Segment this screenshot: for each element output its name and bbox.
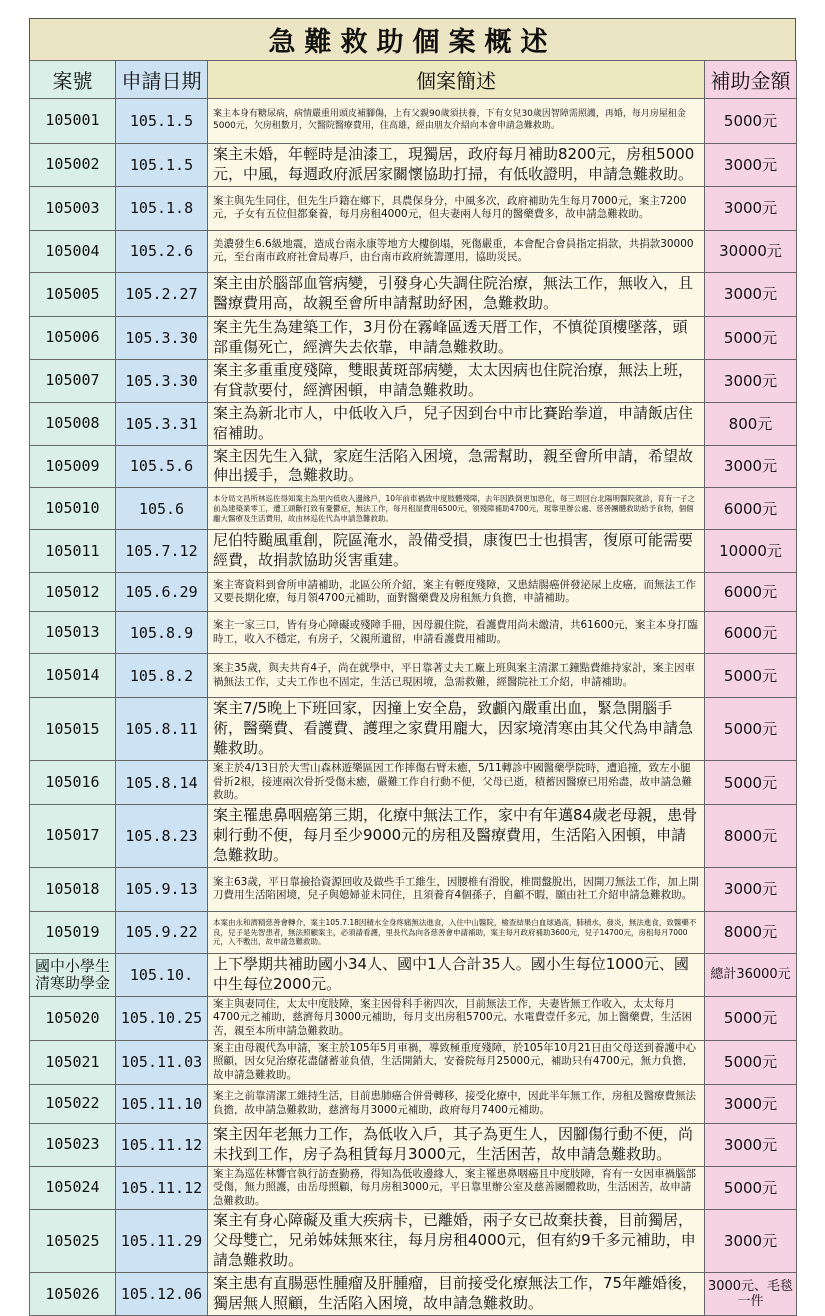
table-row: [30, 1166, 797, 1210]
application-date: 105.11.12: [116, 1166, 208, 1210]
case-number: 105005: [30, 272, 116, 316]
table-row: [30, 761, 797, 805]
case-summary: 案主未婚，年輕時是油漆工，現獨居，政府每月補助8200元，房租5000元，中風，每週政府派居家關懷協助打掃，有低收證明，申請急難救助。: [208, 144, 705, 187]
table-row: [30, 1040, 797, 1084]
case-summary: 案主由於腦部血管病變，引發身心失調住院治療，無法工作，無收入，且醫療費用高，故親至會所申請幫助紓困，急難救助。: [208, 272, 705, 316]
table-row: [30, 1084, 797, 1123]
grant-amount: 5000元: [705, 698, 797, 761]
table-row: [30, 996, 797, 1040]
grant-amount: 8000元: [705, 911, 797, 953]
case-summary: 案主與妻同住，太太中度肢障，案主因骨科手術四次，目前無法工作，夫妻皆無工作收入，太太每月4700元之補助，慈濟每月3000元補助，每月支出房租5700元、水電費壹仟多元，加上醫藥費，生活困苦，親至本所申請急難救助。: [208, 996, 705, 1040]
table-row: [30, 953, 797, 996]
application-date: 105.12.06: [116, 1273, 208, 1316]
case-number: 105019: [30, 911, 116, 953]
case-summary: 美濃發生6.6級地震，造成台南永康等地方大樓倒塌，死傷嚴重，本會配合會員指定捐款，共捐款30000元，至台南市政府社會局專戶，由台南市政府統籌運用，協助災民。: [208, 230, 705, 272]
case-summary: 本分局文昌所林巡佐得知案主為里內低收入邊緣戶，10年前車禍致中度肢體殘障，去年因跌倒更加惡化，每三周回台北陽明醫院就診，育有一子之前為建築業零工，遭工頭斷打致有憂鬱症，無法工作，每月租屋費用6500元，領殘障補助4700元，現靠里辦公處、慈善團體救助給予食物，個個龐大醫療及生活費用，故由林巡佐代為申請急難救助。: [208, 488, 705, 530]
grant-amount: 5000元: [705, 654, 797, 698]
case-number: 105001: [30, 99, 116, 144]
case-number: 105016: [30, 761, 116, 805]
case-summary: 上下學期共補助國小34人、國中1人合計35人。國小生每位1000元、國中生每位2000元。: [208, 953, 705, 996]
case-number: 105007: [30, 359, 116, 402]
case-number: 105011: [30, 530, 116, 573]
table-row: [30, 530, 797, 573]
header-amount: 補助金額: [705, 61, 797, 99]
grant-amount: 3000元、毛毯一件: [705, 1273, 797, 1316]
grant-amount: 3000元: [705, 272, 797, 316]
table-row: [30, 654, 797, 698]
case-number: 105025: [30, 1210, 116, 1273]
case-rows: [30, 99, 797, 1316]
header-date: 申請日期: [116, 61, 208, 99]
application-date: 105.11.29: [116, 1210, 208, 1273]
application-date: 105.11.12: [116, 1123, 208, 1166]
page-title: 急難救助個案概述: [29, 18, 796, 60]
application-date: 105.3.30: [116, 316, 208, 359]
case-summary: 尼伯特颱風重創，院區淹水，設備受損，康復巴士也損害，復原可能需要經費，故捐款協助災害重建。: [208, 530, 705, 573]
grant-amount: 8000元: [705, 805, 797, 868]
application-date: 105.8.23: [116, 805, 208, 868]
case-number: 105008: [30, 402, 116, 445]
table-row: [30, 1210, 797, 1273]
application-date: 105.8.14: [116, 761, 208, 805]
case-number: 105022: [30, 1084, 116, 1123]
grant-amount: 6000元: [705, 612, 797, 654]
application-date: 105.1.5: [116, 99, 208, 144]
case-summary: 案主先生為建築工作，3月份在霧峰區透天厝工作，不慎從頂樓墜落，頭部重傷死亡，經濟失去依靠，申請急難救助。: [208, 316, 705, 359]
case-number: 105003: [30, 186, 116, 230]
case-summary: 案主與先生同住，但先生戶籍在鄉下，具農保身分，中風多次，政府補助先生每月7000元，案主7200元，子女有五位但都棄養，每月房租4000元，但夫妻兩人每月的醫藥費多，故申請急難救助。: [208, 186, 705, 230]
grant-amount: 30000元: [705, 230, 797, 272]
case-number: 105013: [30, 612, 116, 654]
grant-amount: 800元: [705, 402, 797, 445]
application-date: 105.9.13: [116, 867, 208, 911]
case-summary: 案主罹患鼻咽癌第三期，化療中無法工作，家中有年邁84歲老母親，患骨刺行動不便，每月至少9000元的房租及醫療費用，生活陷入困頓，申請急難救助。: [208, 805, 705, 868]
application-date: 105.8.9: [116, 612, 208, 654]
case-number: 105004: [30, 230, 116, 272]
case-table: [29, 60, 797, 1316]
table-row: [30, 272, 797, 316]
header-case-no: 案號: [30, 61, 116, 99]
case-summary: 案主63歲，平日靠撿拾資源回收及做些手工維生，因腰椎有滑脫，椎間盤脫出，因開刀無法工作，加上開刀費用生活陷困境，兒子與媳婦並未同住，且須養育4個孫子，自顧不暇，願由社工介紹申請急難救助。: [208, 867, 705, 911]
case-number: 105024: [30, 1166, 116, 1210]
grant-amount: 3000元: [705, 1084, 797, 1123]
grant-amount: 5000元: [705, 761, 797, 805]
table-row: [30, 573, 797, 612]
grant-amount: 3000元: [705, 359, 797, 402]
application-date: 105.8.2: [116, 654, 208, 698]
application-date: 105.3.31: [116, 402, 208, 445]
grant-amount: 3000元: [705, 186, 797, 230]
table-row: [30, 186, 797, 230]
case-summary: 案主患有直腸惡性腫瘤及肝腫瘤，目前接受化療無法工作，75年離婚後，獨居無人照顧，生活陷入困境，故申請急難救助。: [208, 1273, 705, 1316]
grant-amount: 5000元: [705, 1040, 797, 1084]
case-summary: 案主由母親代為申請，案主於105年5月車禍，導致極重度殘障，於105年10月21日由父母送到養護中心照顧，因女兒治療花盡儲蓄並負債，生活開銷大，安養院每月25000元，補助只有4700元，無力負擔，故申請急難救助。: [208, 1040, 705, 1084]
application-date: 105.2.6: [116, 230, 208, 272]
case-number: 105020: [30, 996, 116, 1040]
grant-amount: 3000元: [705, 445, 797, 488]
case-number: 105021: [30, 1040, 116, 1084]
table-row: [30, 805, 797, 868]
application-date: 105.1.8: [116, 186, 208, 230]
grant-amount: 5000元: [705, 316, 797, 359]
grant-amount: 總計36000元: [705, 953, 797, 996]
grant-amount: 5000元: [705, 1166, 797, 1210]
case-summary: 案主之前靠清潔工維持生活，目前患肺癌合併骨轉移，接受化療中，因此半年無工作，房租及醫療費無法負擔，故申請急難救助，慈濟每月3000元補助，政府每月7400元補助。: [208, 1084, 705, 1123]
case-summary: 案主一家三口，皆有身心障礙或殘障手冊，因母親住院，看護費用尚未繳清，共61600元，案主本身打臨時工，收入不穩定，有房子，父親所遺留，申請看護費用補助。: [208, 612, 705, 654]
grant-amount: 5000元: [705, 99, 797, 144]
case-number: 105014: [30, 654, 116, 698]
case-summary: 案主本身有糖尿病，病情嚴重用頭皮補腳傷，上有父親90歲須扶養，下有女兒30歲因智障需照護，再婚，每月房屋租金5000元，欠房租數月，欠醫院醫療費用，住高雄，經由朋友介紹向本會申請急難救助。: [208, 99, 705, 144]
case-number: 105015: [30, 698, 116, 761]
table-row: [30, 1123, 797, 1166]
case-summary: 案主有身心障礙及重大疾病卡，已離婚，兩子女已故棄扶養，目前獨居，父母雙亡，兄弟姊妹無來往，每月房租4000元，但有約9千多元補助，申請急難救助。: [208, 1210, 705, 1273]
table-row: [30, 488, 797, 530]
table-row: [30, 911, 797, 953]
grant-amount: 3000元: [705, 867, 797, 911]
table-row: [30, 230, 797, 272]
case-number: 105026: [30, 1273, 116, 1316]
case-summary: 案主35歲，與夫共育4子，尚在就學中，平日靠著丈夫工廠上班與案主清潔工鐘點費維持家計，案主因車禍無法工作，丈夫工作也不固定，生活已現困境，急需救難，經醫院社工介紹，申請補助。: [208, 654, 705, 698]
table-row: [30, 1273, 797, 1316]
case-number: 105009: [30, 445, 116, 488]
grant-amount: 5000元: [705, 996, 797, 1040]
table-row: [30, 99, 797, 144]
case-number: 105018: [30, 867, 116, 911]
application-date: 105.6.29: [116, 573, 208, 612]
case-summary: 案主於4/13日於大雪山森林遊樂區因工作摔傷右臂未癒，5/11轉診中國醫藥學院時，遭追撞，致左小腿骨折2根，接連兩次骨折受傷未癒，嚴難工作自行動不便，父母已逝，積蓄因醫療已用殆盡，故申請急難救助。: [208, 761, 705, 805]
application-date: 105.5.6: [116, 445, 208, 488]
table-row: [30, 698, 797, 761]
case-summary: 案主多重重度殘障，雙眼黃斑部病變，太太因病也住院治療，無法上班，有貸款要付，經濟困頓，申請急難救助。: [208, 359, 705, 402]
application-date: 105.2.27: [116, 272, 208, 316]
case-number: 105006: [30, 316, 116, 359]
header-row: [30, 61, 797, 99]
table-row: [30, 144, 797, 187]
application-date: 105.6: [116, 488, 208, 530]
case-summary: 案主因年老無力工作，為低收入戶，其子為更生人，因腳傷行動不便，尚未找到工作，房子為租賃每月3000元，生活困苦，故申請急難救助。: [208, 1123, 705, 1166]
application-date: 105.9.22: [116, 911, 208, 953]
case-number: 105012: [30, 573, 116, 612]
case-summary: 案主7/5晚上下班回家，因撞上安全島，致顱內嚴重出血，緊急開腦手術，醫藥費、看護費、護理之家費用龐大，因家境清寒由其父代為申請急難救助。: [208, 698, 705, 761]
table-row: [30, 359, 797, 402]
header-summary: 個案簡述: [208, 61, 705, 99]
grant-amount: 10000元: [705, 530, 797, 573]
grant-amount: 3000元: [705, 1123, 797, 1166]
table-row: [30, 402, 797, 445]
application-date: 105.1.5: [116, 144, 208, 187]
application-date: 105.10.25: [116, 996, 208, 1040]
application-date: 105.3.30: [116, 359, 208, 402]
table-row: [30, 445, 797, 488]
application-date: 105.11.10: [116, 1084, 208, 1123]
table-row: [30, 316, 797, 359]
case-number: 105017: [30, 805, 116, 868]
case-number: 105002: [30, 144, 116, 187]
application-date: 105.7.12: [116, 530, 208, 573]
case-number: 105010: [30, 488, 116, 530]
grant-amount: 3000元: [705, 144, 797, 187]
case-summary-sheet: [29, 18, 796, 1313]
table-row: [30, 867, 797, 911]
table-row: [30, 612, 797, 654]
case-number: 國中小學生清寒助學金: [30, 953, 116, 996]
grant-amount: 6000元: [705, 488, 797, 530]
grant-amount: 6000元: [705, 573, 797, 612]
case-summary: 本案由永和濟精慈善會轉介，案主105.7.18因積水全身疼痛無法進食，入住中山醫院，檢查結果白血球過高，肺積水，發炎，無法進食，致醫藥不良，兒子是先智患者，無法照顧案主，必須請看護，里長代為向各慈善會申請補助，案主每月政府補助3600元，兒子14700元，房租每月7000元，入不敷出，故申請急難救助。: [208, 911, 705, 953]
case-summary: 案主為新北市人，中低收入戶，兒子因到台中市比賽跆拳道，申請飯店住宿補助。: [208, 402, 705, 445]
application-date: 105.8.11: [116, 698, 208, 761]
case-summary: 案主為巡佐林響官執行訪查勤務，得知為低收邊緣人，案主罹患鼻咽癌且中度肢障，育有一女因車禍腦部受傷，無力照護，由岳母照顧，每月房租3000元，平日靠里辦公室及慈善團體救助，生活困苦，故申請急難救助。: [208, 1166, 705, 1210]
case-summary: 案主寄資料到會所申請補助，北區公所介紹，案主有輕度殘障，又患結腸癌併發泌尿上皮癌，而無法工作又要長期化療，每月領4700元補助，面對醫藥費及房租無力負擔，申請補助。: [208, 573, 705, 612]
application-date: 105.10.: [116, 953, 208, 996]
grant-amount: 3000元: [705, 1210, 797, 1273]
case-summary: 案主因先生入獄，家庭生活陷入困境，急需幫助，親至會所申請，希望故伸出援手，急難救助。: [208, 445, 705, 488]
case-number: 105023: [30, 1123, 116, 1166]
application-date: 105.11.03: [116, 1040, 208, 1084]
